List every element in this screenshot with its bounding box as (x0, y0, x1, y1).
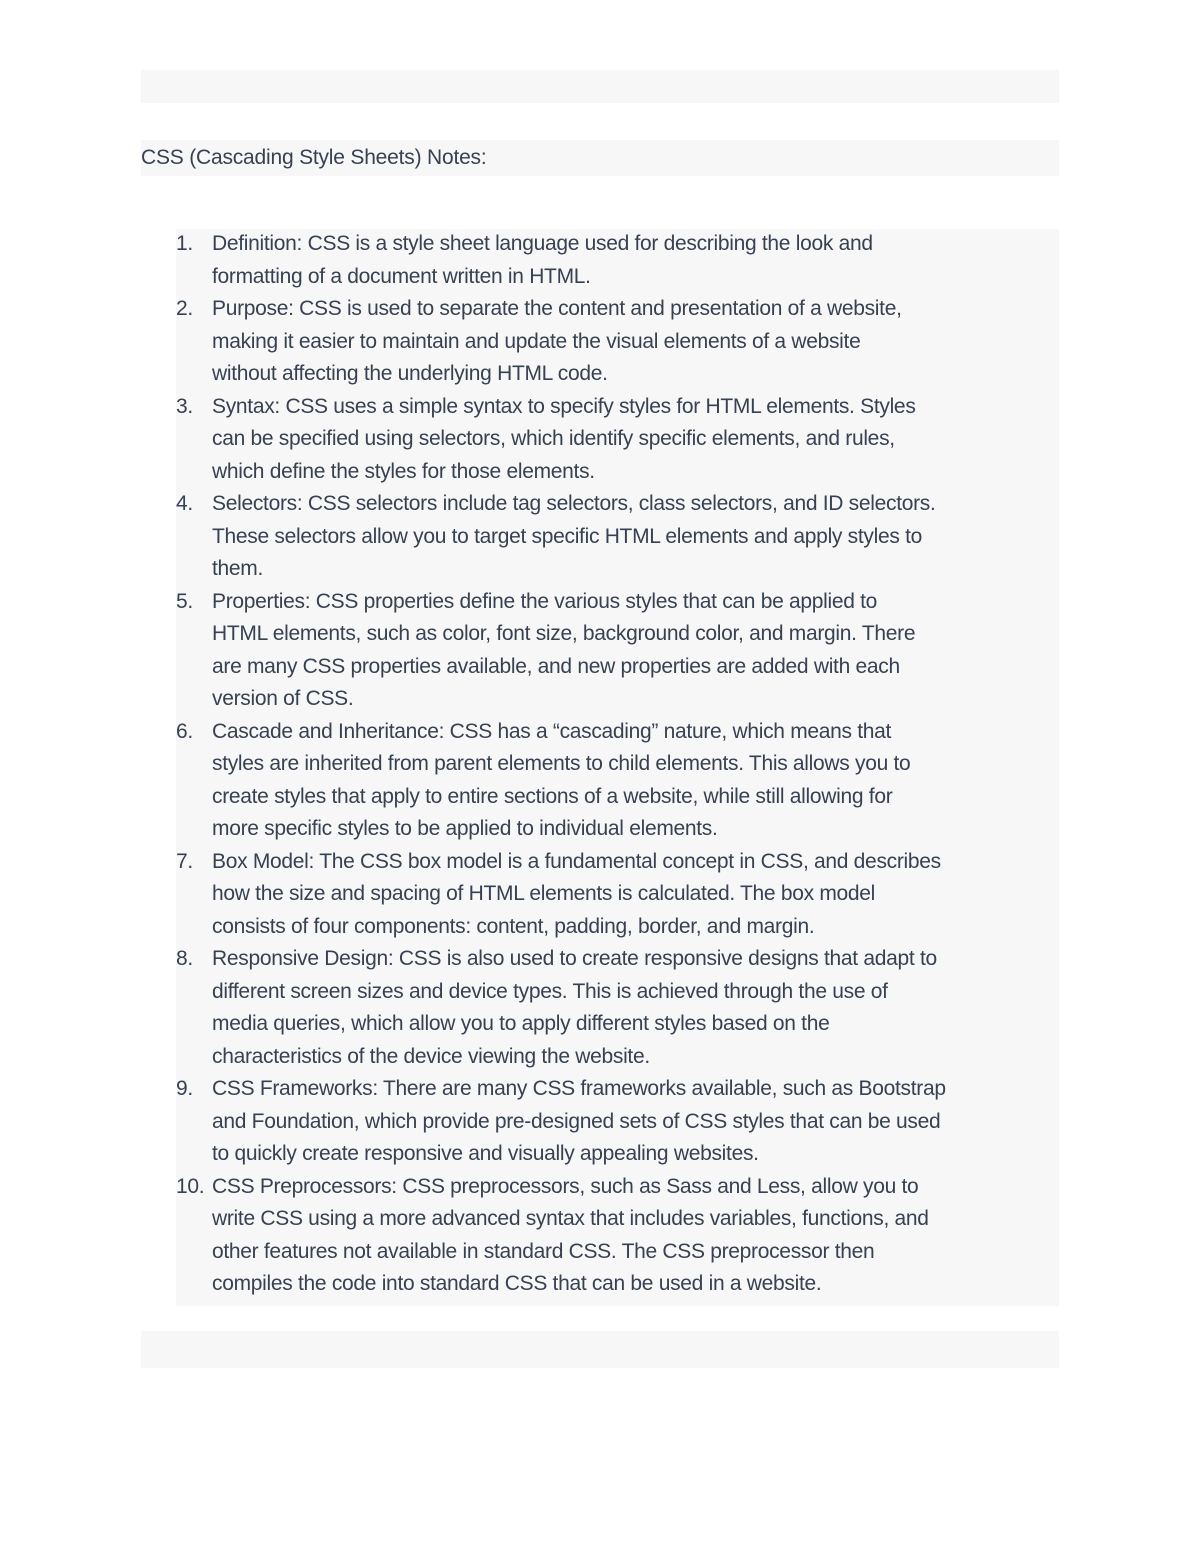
item-number: 4. (176, 492, 193, 515)
item-number: 7. (176, 849, 193, 873)
list-item (176, 716, 1060, 846)
item-text: Properties: CSS properties define the various styles that can be applied to HTML elements, such as color, font size, background color, and margin. There are many CSS properties available, and new properties are added with each version of CSS. (212, 589, 916, 710)
item-number: 10. (176, 1174, 205, 1198)
item-text: Responsive Design: CSS is also used to create responsive designs that adapt to different screen sizes and device types. This is achieved through the use of media queries, which allow you to apply different styles based on the characteristics of the device viewing the website. (212, 947, 937, 1068)
item-number: 1. (176, 232, 193, 255)
item-text: Cascade and Inheritance: CSS has a “cascading” nature, which means that styles are inherited from parent elements to child elements. This allows you to create styles that apply to entire sections of a website, while still allowing for more specific styles to be applied to individual elements. (212, 719, 911, 840)
item-text: Selectors: CSS selectors include tag selectors, class selectors, and ID selectors. These selectors allow you to target specific HTML elements and apply styles to them. (212, 492, 936, 580)
item-text: Syntax: CSS uses a simple syntax to specify styles for HTML elements. Styles can be specified using selectors, which identify specific elements, and rules, which define the styles for those elements. (212, 394, 916, 483)
item-number: 3. (176, 394, 193, 418)
notes-list (176, 228, 1060, 1301)
item-number: 9. (176, 1077, 193, 1100)
list-item (176, 586, 1060, 716)
list-item (176, 488, 1060, 586)
list-item (176, 1073, 1060, 1171)
list-item (176, 293, 1060, 391)
list-item (176, 846, 1060, 944)
list-item (176, 1171, 1060, 1301)
item-number: 2. (176, 297, 193, 320)
item-text: CSS Preprocessors: CSS preprocessors, such as Sass and Less, allow you to write CSS using a more advanced syntax that includes variables, functions, and other features not available in standard CSS. The CSS preprocessor then compiles the code into standard CSS that can be used in a website. (212, 1174, 929, 1295)
top-empty-block (141, 70, 1059, 103)
item-text: CSS Frameworks: There are many CSS frameworks available, such as Bootstrap and Foundation, which provide pre-designed sets of CSS styles that can be used to quickly create responsive and visually appealing websites. (212, 1077, 946, 1165)
item-number: 6. (176, 719, 193, 743)
list-item (176, 391, 1060, 489)
item-number: 5. (176, 589, 193, 613)
list-item (176, 943, 1060, 1073)
item-text: Box Model: The CSS box model is a fundamental concept in CSS, and describes how the size and spacing of HTML elements is calculated. The box model consists of four components: content, padding, border, and margin. (212, 849, 941, 938)
bottom-empty-block (141, 1331, 1059, 1368)
document-title: CSS (Cascading Style Sheets) Notes: (141, 146, 487, 169)
list-item (176, 228, 1060, 293)
item-text: Definition: CSS is a style sheet language used for describing the look and formatting of a document written in HTML. (212, 232, 873, 288)
item-text: Purpose: CSS is used to separate the content and presentation of a website, making it easier to maintain and update the visual elements of a website without affecting the underlying HTML code. (212, 297, 902, 385)
item-number: 8. (176, 947, 193, 970)
